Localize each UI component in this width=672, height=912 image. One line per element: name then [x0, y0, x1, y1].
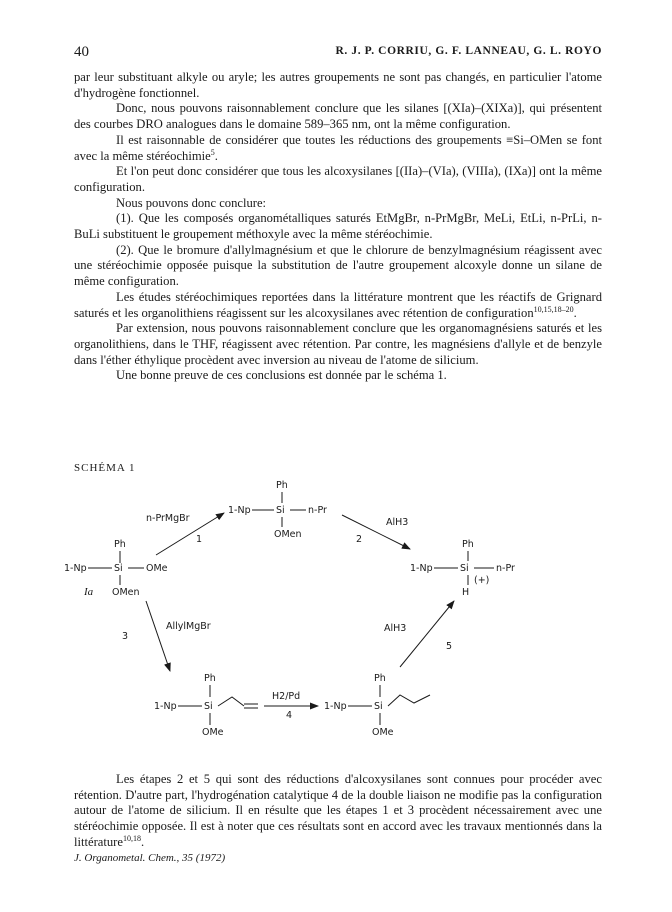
- compound-allyl: [154, 673, 258, 738]
- np-label: 1-Np: [64, 563, 87, 574]
- si-label: Si: [374, 701, 383, 712]
- omen-label: OMen: [112, 587, 140, 598]
- compound-propyl: [324, 673, 430, 738]
- paragraph-6: (1). Que les composés organométalliques saturés EtMgBr, n-PrMgBr, MeLi, EtLi, n-PrLi, n-BuLi substituent le groupement méthoxyle avec la même stéréochimie.: [74, 211, 602, 242]
- si-label: Si: [114, 563, 123, 574]
- arrow-step-3: [146, 601, 170, 671]
- paragraph-7: (2). Que le bromure d'allylmagnésium et que le chlorure de benzylmagnésium réagissent avec une stéréochimie opposée puisque la substitution de l'autre groupement alcoxyle donne un silane de même configuration.: [74, 242, 602, 289]
- np-label: 1-Np: [154, 701, 177, 712]
- ph-label: Ph: [462, 539, 474, 550]
- running-header: [74, 44, 602, 62]
- reagent-1-label: n-PrMgBr: [146, 513, 190, 524]
- h-label: H: [462, 587, 470, 598]
- step-3-label: 3: [122, 631, 129, 642]
- step-2-label: 2: [356, 534, 363, 545]
- reaction-scheme: [64, 475, 602, 765]
- npr-label: n-Pr: [308, 505, 327, 516]
- compound-top: [228, 480, 327, 540]
- np-label: 1-Np: [324, 701, 347, 712]
- ome-label: OMe: [146, 563, 168, 574]
- paragraph-8-text: Les études stéréochimiques reportées dans la littérature montrent que les réactifs de Grignard saturés et les organolithiens réagissent sur les alcoxysilanes avec rétention de configuration: [74, 289, 602, 320]
- paragraph-4: Et l'on peut donc considérer que tous les alcoxysilanes [(IIa)–(VIa), (VIIIa), (IXa)] ont la même configuration.: [74, 164, 602, 194]
- si-label: Si: [204, 701, 213, 712]
- si-label: Si: [460, 563, 469, 574]
- paragraph-8: Les études stéréochimiques reportées dans la littérature montrent que les réactifs de Grignard saturés et les organolithiens réagissent sur les alcoxysilanes avec rétention de configuration$^{10,15,18-20}$.: [74, 289, 602, 320]
- ome-label: OMe: [202, 727, 224, 738]
- np-label: 1-Np: [410, 563, 433, 574]
- paragraph-11: Les étapes 2 et 5 qui sont des réductions d'alcoxysilanes sont connues pour procéder avec rétention. D'autre part, l'hydrogénation catalytique 4 de la double liaison ne modifie pas la configuration autour de l'atome de silicium. Il en résulte que les étapes 1 et 3 procèdent nécessairement avec une stéréochimie opposée. Il est à noter que ces résultats sont en accord avec les travaux mentionnés dans la littérature$^{10,18}$.: [74, 772, 602, 849]
- paragraph-5: Nous pouvons donc conclure:: [116, 195, 267, 210]
- paragraph-2: Donc, nous pouvons raisonnablement conclure que les silanes [(XIa)–(XIXa)], qui présentent des courbes DRO analogues dans le domaine 589–365 nm, ont la même configuration.: [74, 101, 602, 132]
- reaction-scheme-svg: [64, 475, 602, 765]
- reference-superscript: 10,15,18–20: [533, 304, 574, 314]
- reference-superscript: 5: [210, 147, 215, 157]
- step-4-label: 4: [286, 710, 293, 721]
- rotation-sign: (+): [474, 575, 490, 586]
- step-1-label: 1: [196, 534, 203, 545]
- discussion-text: [74, 772, 602, 851]
- step-5-label: 5: [446, 641, 453, 652]
- paragraph-1: par leur substituant alkyle ou aryle; les autres groupements ne sont pas changés, en particulier l'atome d'hydrogène fonctionnel.: [74, 70, 602, 100]
- ph-label: Ph: [276, 480, 288, 491]
- scheme-label: SCHÉMA 1: [74, 462, 136, 474]
- npr-label: n-Pr: [496, 563, 515, 574]
- body-text: [74, 70, 602, 384]
- reagent-4-label: H2/Pd: [272, 691, 301, 702]
- si-label: Si: [276, 505, 285, 516]
- arrow-step-5: [400, 601, 454, 667]
- paragraph-3: Il est raisonnable de considérer que toutes les réductions des groupements ≡Si–OMen se font avec la même stéréochimie$^5$.: [74, 132, 602, 163]
- paragraph-3-text: Il est raisonnable de considérer que toutes les réductions des groupements ≡Si–OMen se font avec la même stéréochimie: [74, 132, 602, 163]
- journal-citation: J. Organometal. Chem., 35 (1972): [74, 852, 226, 864]
- paragraph-9: Par extension, nous pouvons raisonnablement conclure que les organomagnésiens saturés et les organolithiens, dans le THF, réagissent avec rétention. Par contre, les magnésiens d'allyle et de benzyle dans l'éther éthylique procèdent avec inversion au niveau de l'atome de silicium.: [74, 321, 602, 367]
- np-label: 1-Np: [228, 505, 251, 516]
- reference-superscript: 10,18: [122, 833, 141, 843]
- compound-right: [410, 539, 515, 598]
- reagent-5-label: AlH3: [384, 623, 407, 634]
- compound-ia-label: Ia: [84, 586, 94, 598]
- omen-label: OMen: [274, 529, 302, 540]
- paragraph-10: Une bonne preuve de ces conclusions est donnée par le schéma 1.: [116, 368, 447, 383]
- reagent-2-label: AlH3: [386, 517, 409, 528]
- paragraph-11-text: Les étapes 2 et 5 qui sont des réductions d'alcoxysilanes sont connues pour procéder avec rétention. D'autre part, l'hydrogénation catalytique 4 de la double liaison ne modifie pas la configuration autour de l'atome de silicium. Il en résulte que les étapes 1 et 3 procèdent nécessairement avec une stéréochimie opposée. Il est à noter que ces résultats sont en accord avec les travaux mentionnés dans la littérature: [74, 772, 602, 849]
- ome-label: OMe: [372, 727, 394, 738]
- reagent-3-label: AllylMgBr: [166, 621, 211, 632]
- ph-label: Ph: [374, 673, 386, 684]
- ph-label: Ph: [114, 539, 126, 550]
- running-authors: R. J. P. CORRIU, G. F. LANNEAU, G. L. ROYO: [335, 45, 602, 57]
- page-number: 40: [74, 44, 89, 60]
- compound-ia: [64, 539, 168, 598]
- ph-label: Ph: [204, 673, 216, 684]
